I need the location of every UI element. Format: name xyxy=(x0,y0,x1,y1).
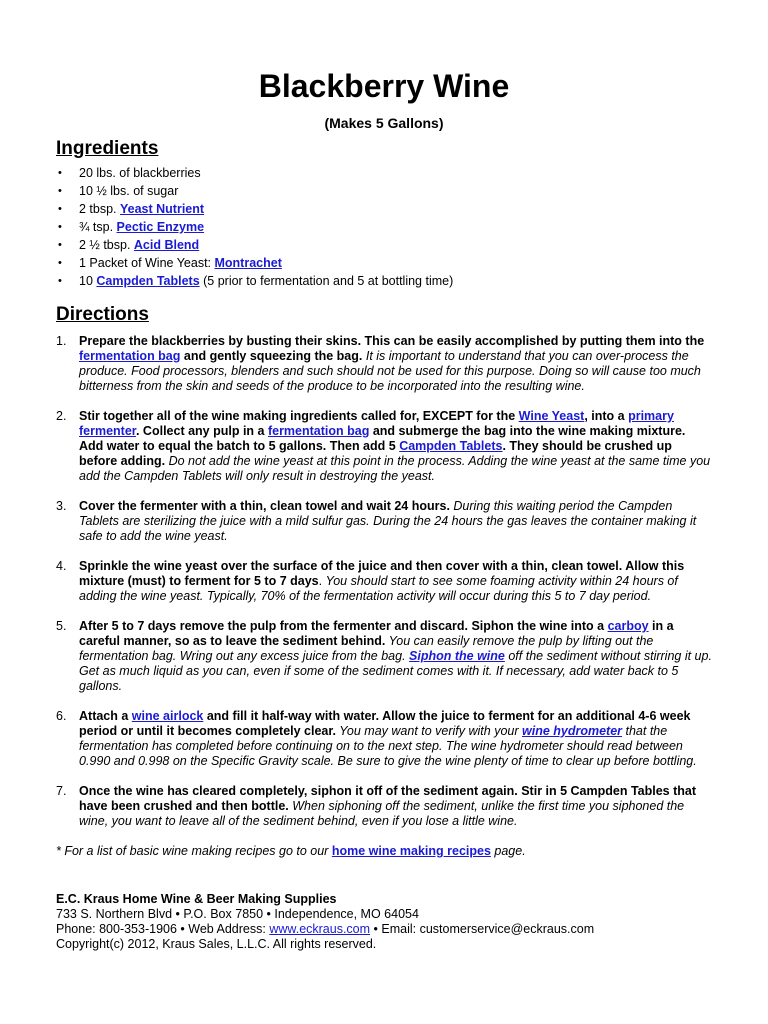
directions-list xyxy=(56,334,712,829)
website-link[interactable]: www.eckraus.com xyxy=(269,922,371,936)
step-number: 2. xyxy=(56,409,67,423)
ingredients-list xyxy=(56,164,712,290)
ingredients-heading: Ingredients xyxy=(56,138,159,159)
footnote: * For a list of basic wine making recipes go to our home wine making recipes page. xyxy=(56,844,526,858)
campden-tablets-link[interactable]: Campden Tablets xyxy=(399,439,503,453)
company-name: E.C. Kraus Home Wine & Beer Making Supplies xyxy=(56,892,337,906)
footer xyxy=(56,892,712,952)
ingredient-item: • 2 tbsp. Yeast Nutrient xyxy=(56,200,712,218)
step-number: 6. xyxy=(56,709,67,723)
directions-heading: Directions xyxy=(56,304,149,325)
direction-step-2: 2. Stir together all of the wine making ingredients called for, EXCEPT for the Wine Yeast, into a primary fermenter. Collect any pulp in a fermentation bag and submerge the bag into the wine making mixture. Add water to equal the batch to 5 gallons. Then add 5 Campden Tablets. They should be crushed up before adding. Do not add the wine yeast at this point in the process. Adding the wine yeast at the same time you add the Campden Tablets will only result in destroying the yeast. xyxy=(56,409,711,483)
acid-blend-link[interactable]: Acid Blend xyxy=(133,238,200,252)
step-number: 4. xyxy=(56,559,67,573)
contact-line: Phone: 800-353-1906 • Web Address: www.eckraus.com • Email: customerservice@eckraus.com xyxy=(56,922,595,936)
home-wine-making-recipes-link[interactable]: home wine making recipes xyxy=(331,844,491,858)
ingredient-item: • 20 lbs. of blackberries xyxy=(56,164,712,182)
page-title: Blackberry Wine xyxy=(258,68,510,104)
fermentation-bag-link[interactable]: fermentation bag xyxy=(79,349,181,363)
wine-airlock-link[interactable]: wine airlock xyxy=(131,709,204,723)
wine-hydrometer-link[interactable]: wine hydrometer xyxy=(522,724,623,738)
copyright: Copyright(c) 2012, Kraus Sales, L.L.C. All rights reserved. xyxy=(56,937,377,951)
ingredient-item: • ¾ tsp. Pectic Enzyme xyxy=(56,218,712,236)
direction-step-1: 1. Prepare the blackberries by busting their skins. This can be easily accomplished by putting them into the fermentation bag and gently squeezing the bag. It is important to understand that you can over-process the produce. Food processors, blenders and such should not be used for this purpose. Doing so will cause too much bitterness from the skin and seeds of the produce to be incorporated into the resulting wine. xyxy=(56,334,705,393)
company-address: 733 S. Northern Blvd • P.O. Box 7850 • Independence, MO 64054 xyxy=(56,907,419,921)
direction-step-3: 3. Cover the fermenter with a thin, clean towel and wait 24 hours. During this waiting period the Campden Tablets are sterilizing the juice with a mild sulfur gas. During the 24 hours the gas leaves the container making it safe to add the wine yeast. xyxy=(56,499,697,543)
montrachet-link[interactable]: Montrachet xyxy=(214,256,282,270)
ingredient-item: • 2 ½ tbsp. Acid Blend xyxy=(56,236,712,254)
direction-step-5: 5. After 5 to 7 days remove the pulp from the fermenter and discard. Siphon the wine into a carboy in a careful manner, so as to leave the sediment behind. You can easily remove the pulp by lifting out the fermentation bag. Wring out any excess juice from the bag. Siphon the wine off the sediment without stirring it up. Get as much liquid as you can, even if some of the sediment comes with it. If necessary, add water back to 5 gallons. xyxy=(56,619,712,693)
step-number: 3. xyxy=(56,499,67,513)
yeast-nutrient-link[interactable]: Yeast Nutrient xyxy=(120,202,205,216)
ingredient-item: • 1 Packet of Wine Yeast: Montrachet xyxy=(56,254,712,272)
wine-yeast-link[interactable]: Wine Yeast xyxy=(518,409,585,423)
direction-step-7: 7. Once the wine has cleared completely, siphon it off of the sediment again. Stir in 5 Campden Tables that have been crushed and then bottle. When siphoning off the sediment, unlike the first time you siphoned the wine, you want to leave all of the sediment behind, even if you lose a little wine. xyxy=(56,784,697,828)
step-number: 7. xyxy=(56,784,67,798)
pectic-enzyme-link[interactable]: Pectic Enzyme xyxy=(116,220,205,234)
step-number: 1. xyxy=(56,334,67,348)
campden-tablets-link[interactable]: Campden Tablets xyxy=(96,274,200,288)
siphon-the-wine-link[interactable]: Siphon the wine xyxy=(409,649,505,663)
page-subtitle: (Makes 5 Gallons) xyxy=(324,115,444,131)
primary-fermenter-link[interactable]: primary fermenter xyxy=(79,409,674,438)
direction-step-6: 6. Attach a wine airlock and fill it half-way with water. Allow the juice to ferment for an additional 4-6 week period or until it becomes completely clear. You may want to verify with your wine hydrometer that the fermentation has completed before continuing on to the next step. The wine hydrometer should read between 0.990 and 0.998 on the Specific Gravity scale. Be sure to give the wine plenty of time to clear up before bottling. xyxy=(56,709,697,768)
ingredient-item: • 10 ½ lbs. of sugar xyxy=(56,182,712,200)
ingredient-item: • 10 Campden Tablets (5 prior to fermentation and 5 at bottling time) xyxy=(56,272,712,290)
direction-step-4: 4. Sprinkle the wine yeast over the surface of the juice and then cover with a thin, clean towel. Allow this mixture (must) to ferment for 5 to 7 days. You should start to see some foaming activity within 24 hours of adding the wine yeast. Typically, 70% of the fermentation activity will occur during this 5 to 7 day period. xyxy=(56,559,685,603)
carboy-link[interactable]: carboy xyxy=(607,619,649,633)
fermentation-bag-link[interactable]: fermentation bag xyxy=(267,424,370,438)
step-number: 5. xyxy=(56,619,67,633)
